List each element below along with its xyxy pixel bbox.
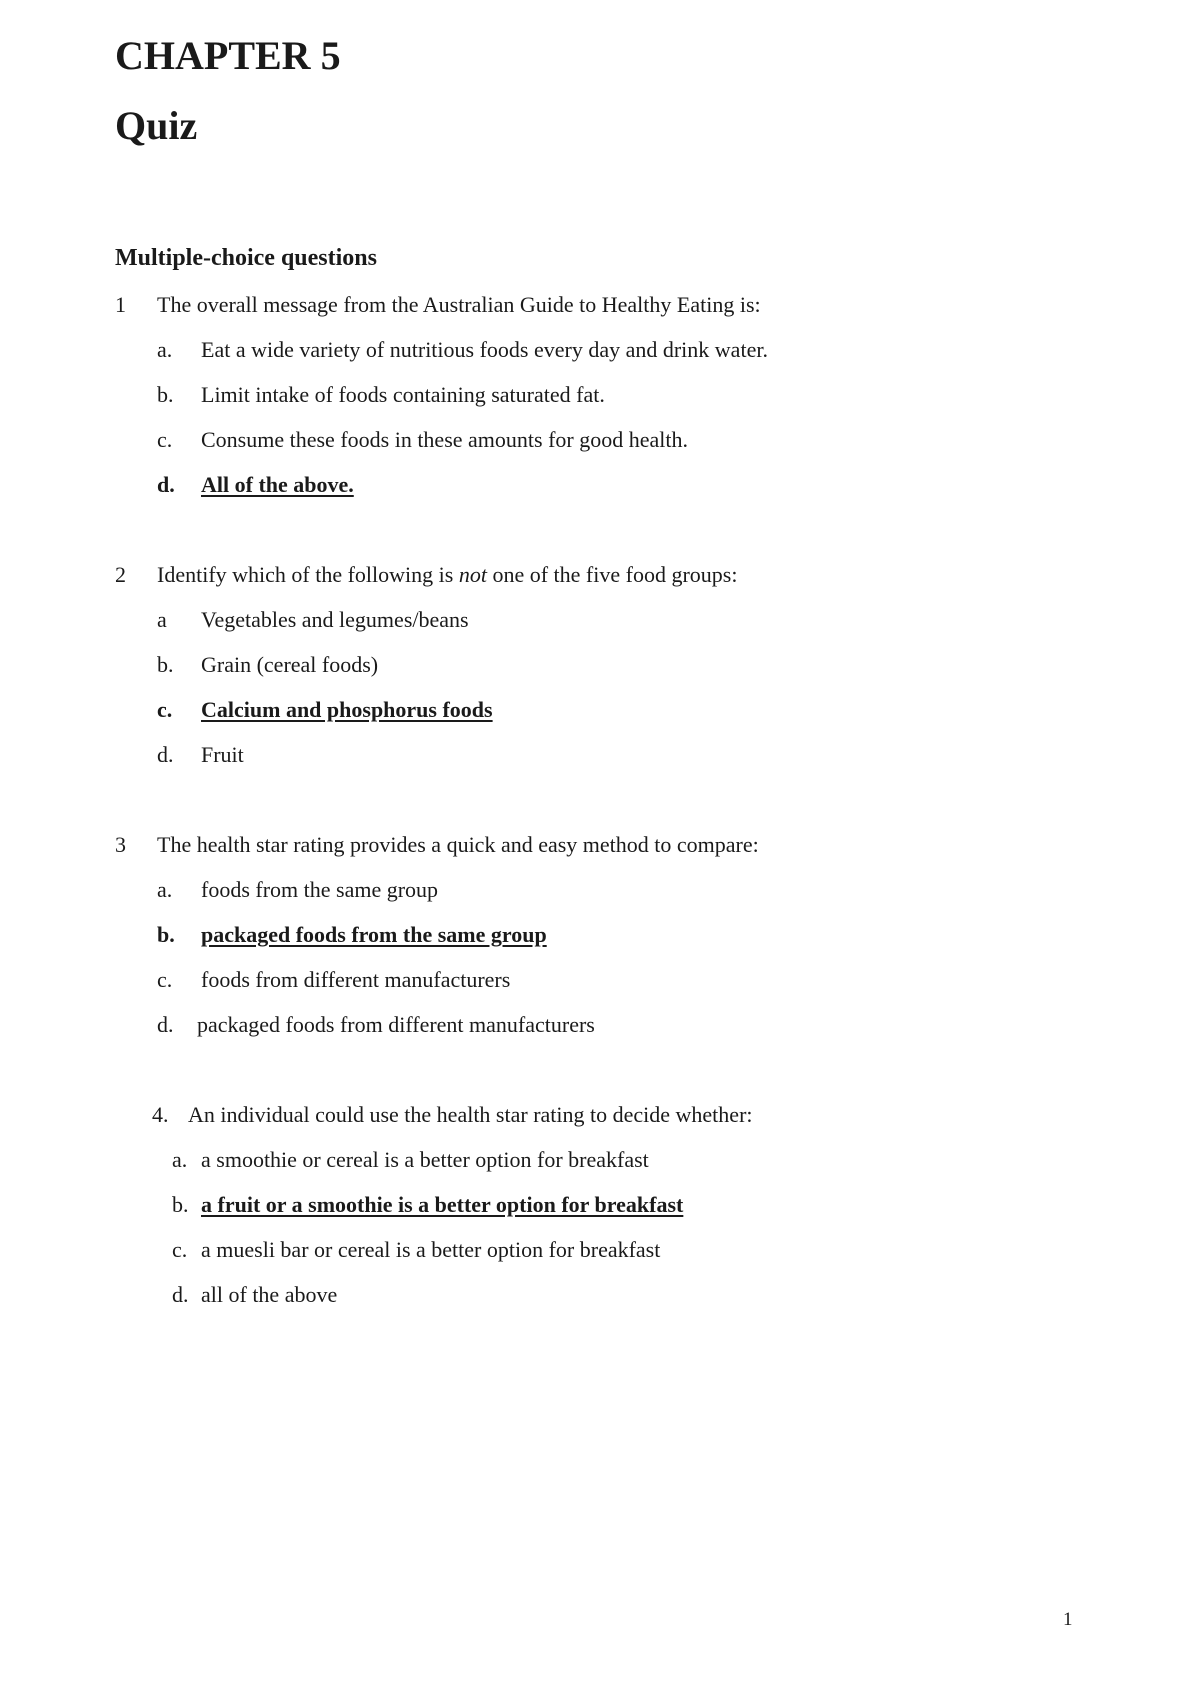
option-text-correct: packaged foods from the same group bbox=[201, 922, 547, 947]
option-text-correct: Calcium and phosphorus foods bbox=[201, 697, 493, 722]
chapter-title: CHAPTER 5 bbox=[115, 33, 341, 78]
option-letter-correct: c. bbox=[157, 697, 173, 722]
option-letter: b. bbox=[157, 652, 174, 677]
question-number: 2 bbox=[115, 562, 126, 587]
option-letter: c. bbox=[172, 1237, 188, 1262]
option-text: Limit intake of foods containing saturated fat. bbox=[201, 382, 605, 407]
option-text-correct: All of the above. bbox=[201, 472, 354, 497]
option-letter: a. bbox=[172, 1147, 188, 1172]
option-letter: c. bbox=[157, 427, 173, 452]
section-heading: Multiple-choice questions bbox=[115, 245, 377, 271]
option-letter: d. bbox=[172, 1282, 189, 1307]
option-letter-correct: d. bbox=[157, 472, 175, 497]
option-letter: a. bbox=[157, 337, 173, 362]
option-text: a muesli bar or cereal is a better option for breakfast bbox=[201, 1237, 661, 1262]
option-letter: b. bbox=[172, 1192, 189, 1217]
option-text-correct: a fruit or a smoothie is a better option for breakfast bbox=[201, 1192, 684, 1217]
option-text: Eat a wide variety of nutritious foods every day and drink water. bbox=[201, 337, 768, 362]
option-letter: d. bbox=[157, 742, 174, 767]
stem-text: one of the five food groups: bbox=[486, 562, 738, 587]
stem-emphasis: not bbox=[458, 562, 487, 587]
option-text: Vegetables and legumes/beans bbox=[201, 607, 469, 632]
question-number: 1 bbox=[115, 292, 126, 317]
option-text: Consume these foods in these amounts for good health. bbox=[201, 427, 688, 452]
option-text: foods from the same group bbox=[201, 877, 439, 902]
option-text: all of the above bbox=[201, 1282, 338, 1307]
page-title: Quiz bbox=[115, 103, 198, 148]
option-text: foods from different manufacturers bbox=[201, 967, 511, 992]
stem-text: Identify which of the following is bbox=[157, 562, 459, 587]
option-text: Fruit bbox=[201, 742, 244, 767]
question-number: 4. bbox=[152, 1102, 169, 1127]
page-number: 1 bbox=[1063, 1609, 1073, 1630]
question-stem bbox=[157, 560, 737, 590]
option-letter: d. bbox=[157, 1012, 174, 1037]
question-stem: The overall message from the Australian Guide to Healthy Eating is: bbox=[157, 292, 761, 317]
question-stem: An individual could use the health star rating to decide whether: bbox=[188, 1102, 753, 1127]
option-text: Grain (cereal foods) bbox=[201, 652, 379, 677]
option-letter: b. bbox=[157, 382, 174, 407]
option-text: packaged foods from different manufacturers bbox=[197, 1012, 595, 1037]
option-letter: a. bbox=[157, 877, 173, 902]
question-number: 3 bbox=[115, 832, 126, 857]
option-letter: a bbox=[157, 607, 167, 632]
option-letter: c. bbox=[157, 967, 173, 992]
question-stem: The health star rating provides a quick and easy method to compare: bbox=[157, 832, 759, 857]
option-text: a smoothie or cereal is a better option for breakfast bbox=[201, 1147, 649, 1172]
option-letter-correct: b. bbox=[157, 922, 175, 947]
